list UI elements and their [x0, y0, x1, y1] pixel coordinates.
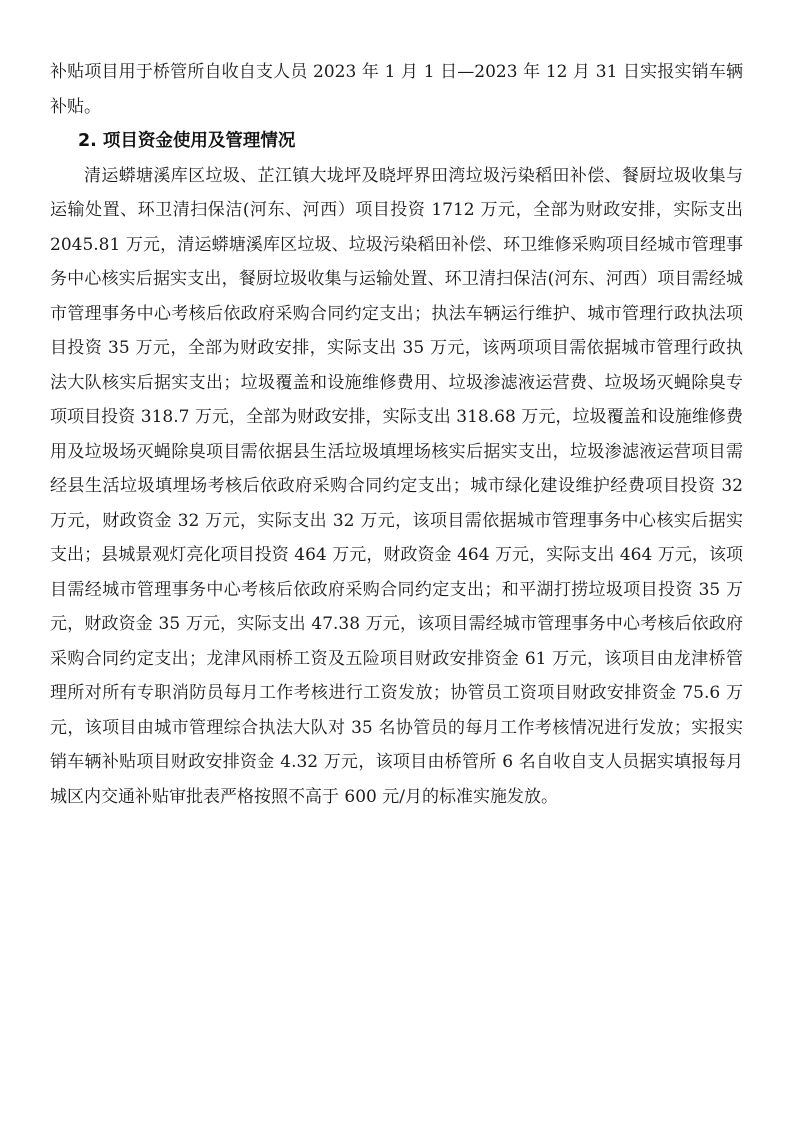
page-content	[50, 55, 743, 814]
body-paragraph: 清运蟒塘溪库区垃圾、芷江镇大垅坪及晓坪界田湾垃圾污染稻田补偿、餐厨垃圾收集与运输处置、环卫清扫保洁(河东、河西）项目投资 1712 万元，全部为财政安排，实际支出 2045.81 万元，清运蟒塘溪库区垃圾、垃圾污染稻田补偿、环卫维修采购项目经城市管理事务中心核实后据实支出，餐厨垃圾收集与运输处置、环卫清扫保洁(河东、河西）项目需经城市管理事务中心考核后依政府采购合同约定支出；执法车辆运行维护、城市管理行政执法项目投资 35 万元，全部为财政安排，实际支出 35 万元，该两项项目需依据城市管理行政执法大队核实后据实支出；垃圾覆盖和设施维修费用、垃圾渗滤液运营费、垃圾场灭蝇除臭专项项目投资 318.7 万元，全部为财政安排，实际支出 318.68 万元，垃圾覆盖和设施维修费用及垃圾场灭蝇除臭项目需依据县生活垃圾填埋场核实后据实支出，垃圾渗滤液运营项目需经县生活垃圾填埋场考核后依政府采购合同约定支出；城市绿化建设维护经费项目投资 32 万元，财政资金 32 万元，实际支出 32 万元，该项目需依据城市管理事务中心核实后据实支出；县城景观灯亮化项目投资 464 万元，财政资金 464 万元，实际支出 464 万元，该项目需经城市管理事务中心考核后依政府采购合同约定支出；和平湖打捞垃圾项目投资 35 万元，财政资金 35 万元，实际支出 47.38 万元，该项目需经城市管理事务中心考核后依政府采购合同约定支出；龙津风雨桥工资及五险项目财政安排资金 61 万元，该项目由龙津桥管理所对所有专职消防员每月工作考核进行工资发放；协管员工资项目财政安排资金 75.6 万元，该项目由城市管理综合执法大队对 35 名协管员的每月工作考核情况进行发放；实报实销车辆补贴项目财政安排资金 4.32 万元，该项目由桥管所 6 名自收自支人员据实填报每月城区内交通补贴审批表严格按照不高于 600 元/月的标准实施发放。	[50, 165, 743, 807]
intro-paragraph: 补贴项目用于桥管所自收自支人员 2023 年 1 月 1 日—2023 年 12 月 31 日实报实销车辆补贴。	[50, 62, 743, 117]
section-heading: 2. 项目资金使用及管理情况	[78, 131, 296, 151]
